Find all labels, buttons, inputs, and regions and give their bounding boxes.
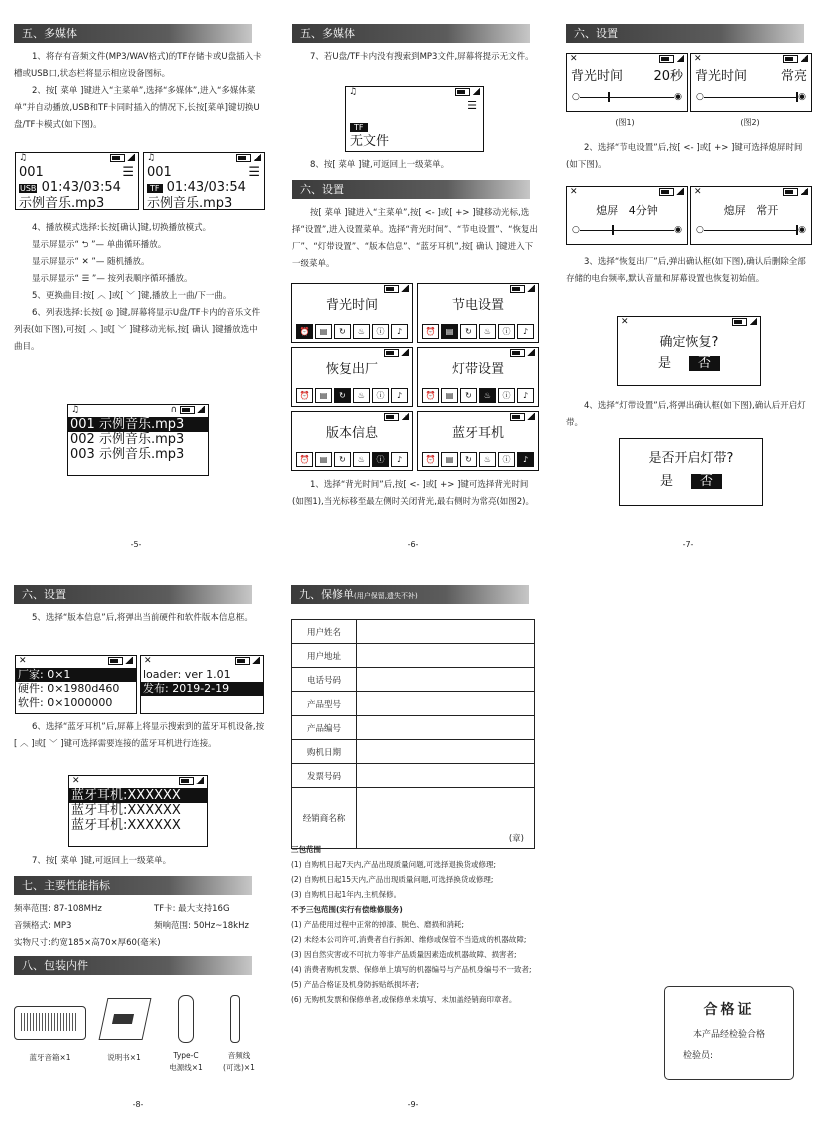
alarm-icon: ⏰ xyxy=(296,452,313,467)
spec-item: 频响范围: 50Hz~18kHz xyxy=(154,921,249,931)
alarm-icon: ⏰ xyxy=(422,388,439,403)
seal-label: (章) xyxy=(508,834,524,844)
table-row xyxy=(292,644,535,668)
light-strip-icon: ♨ xyxy=(479,452,496,467)
page-7-p3 xyxy=(566,254,814,288)
hardware-line: 硬件: 0×1980d460 xyxy=(18,682,120,695)
row-value[interactable] xyxy=(357,764,535,788)
tile-label: 恢复出厂 xyxy=(325,362,378,377)
wrench-icon: ✕ xyxy=(72,776,80,786)
section-heading: 七、主要性能指标 xyxy=(14,876,252,895)
reset-icon: ↻ xyxy=(334,388,351,403)
table-row xyxy=(292,620,535,644)
signal-icon xyxy=(800,55,808,62)
setting-value: 常亮 xyxy=(780,69,807,84)
lcd-file-list xyxy=(67,404,209,476)
paragraph: 6、列表选择:长按[ ◎ ]键,屏幕将显示U盘/TF卡内的音乐文件列表(如下图),可按[ ︿ ]或[ ﹀ ]键移动光标,按[ 确认 ]键播放选中曲目。 xyxy=(14,308,261,352)
page-9 xyxy=(291,585,541,610)
file-name: 示例音乐.mp3 xyxy=(147,196,233,210)
page-5-lower xyxy=(14,220,264,356)
wrench-icon: ✕ xyxy=(694,187,702,197)
track-number: 001 xyxy=(147,165,172,180)
audio-cable-image xyxy=(230,995,240,1043)
row-value[interactable] xyxy=(357,644,535,668)
no-file-text: 无文件 xyxy=(350,134,390,149)
table-row xyxy=(292,788,535,849)
section-heading: 九、保修单 xyxy=(299,588,354,601)
row-label: 经销商名称 xyxy=(292,788,357,849)
bt-device-item[interactable]: 蓝牙耳机:XXXXXX xyxy=(71,818,181,833)
table-row xyxy=(292,764,535,788)
paragraph: 6、选择“蓝牙耳机”后,屏幕上将显示搜索到的蓝牙耳机设备,按[ ︿ ]或[ ﹀ ]键可选择需要连接的蓝牙耳机进行连接。 xyxy=(14,722,265,749)
backlight-slider[interactable] xyxy=(696,92,806,102)
wrench-icon: ✕ xyxy=(19,656,27,666)
page-8-specs xyxy=(14,853,266,981)
off-icon: ○ xyxy=(696,225,704,235)
battery-icon xyxy=(510,413,525,421)
battery-icon xyxy=(510,285,525,293)
dialog-question: 确定恢复? xyxy=(659,335,719,350)
lcd-version-loader xyxy=(140,655,264,714)
alarm-icon: ⏰ xyxy=(422,324,439,339)
signal-icon xyxy=(676,55,684,62)
paragraph: 5、更换曲目:按[ ︿ ]或[ ﹀ ]键,播放上一曲/下一曲。 xyxy=(32,291,232,301)
on-icon: ◉ xyxy=(674,92,682,102)
off-icon: ○ xyxy=(696,92,704,102)
lcd-tf-playing xyxy=(143,152,265,210)
settings-tile[interactable] xyxy=(291,283,413,343)
file-name: 示例音乐.mp3 xyxy=(19,196,105,210)
vendor-line: 厂家: 0×1 xyxy=(16,668,136,682)
info-icon: ⓘ xyxy=(372,388,389,403)
battery-icon xyxy=(384,285,399,293)
alarm-icon: ⏰ xyxy=(296,388,313,403)
page-7 xyxy=(566,24,814,49)
row-value[interactable] xyxy=(357,788,535,849)
light-strip-icon: ♨ xyxy=(479,324,496,339)
spec-size: 实物尺寸:约宽185×高70×厚60(毫米) xyxy=(14,938,161,948)
bluetooth-icon: ♪ xyxy=(517,452,534,467)
paragraph: 4、选择“灯带设置”后,将弹出确认框(如下图),确认后开启灯带。 xyxy=(566,401,806,428)
tf-badge: TF xyxy=(147,184,163,193)
settings-tile[interactable] xyxy=(291,411,413,471)
page-number: -6- xyxy=(407,540,419,549)
battery-icon xyxy=(180,406,195,414)
playlist-icon: ☰ xyxy=(248,165,260,180)
signal-icon xyxy=(401,285,409,292)
software-line: 软件: 0×1000000 xyxy=(18,696,113,709)
info-icon: ⓘ xyxy=(372,452,389,467)
signal-icon xyxy=(125,657,133,664)
paragraph: 7、按[ 菜单 ]键,可返回上一级菜单。 xyxy=(32,856,172,866)
battery-icon xyxy=(384,413,399,421)
row-value[interactable] xyxy=(357,740,535,764)
battery-icon xyxy=(510,349,525,357)
spec-item: TF卡: 最大支持16G xyxy=(154,904,230,914)
signal-icon xyxy=(800,188,808,195)
inspector-label: 检验员: xyxy=(683,1051,714,1061)
lcd-sleep-1 xyxy=(566,186,688,245)
paragraph: 2、按[ 菜单 ]键进入“主菜单”,选择“多媒体”,进入“多媒体菜单”并自动播放,USB和TF卡同时插入的情况下,长按[菜单]键切换U盘/TF卡模式(如下图)。 xyxy=(14,86,260,130)
term-item: (3) 自购机日起1年内,主机保修。 xyxy=(291,890,402,899)
page-6-footer xyxy=(292,477,540,511)
term-item: (1) 自购机日起7天内,产品出现质量问题,可选择退换货或修理; xyxy=(291,860,497,869)
row-value[interactable] xyxy=(357,620,535,644)
playlist-icon: ☰ xyxy=(122,165,134,180)
power-save-icon: ▤ xyxy=(441,388,458,403)
power-save-icon: ▤ xyxy=(441,324,458,339)
paragraph: 2、选择“节电设置”后,按[ <- ]或[ +> ]键可选择熄屏时间(如下图)。 xyxy=(566,143,803,170)
music-icon: ♫ xyxy=(19,153,28,163)
exclusion-item: (3) 因自然灾害或不可抗力等非产品质量因素造成机器故障、损害者; xyxy=(291,950,517,959)
battery-icon xyxy=(236,154,251,162)
battery-icon xyxy=(455,88,470,96)
tile-label: 版本信息 xyxy=(325,426,378,441)
play-time: 01:43/03:54 xyxy=(166,180,246,195)
setting-value: 常开 xyxy=(756,204,779,217)
on-icon: ◉ xyxy=(798,92,806,102)
info-icon: ⓘ xyxy=(498,324,515,339)
lcd-backlight-fig2 xyxy=(690,53,812,112)
setting-value: 4分钟 xyxy=(628,204,658,217)
music-icon: ♫ xyxy=(349,87,358,97)
exclusions-title: 不予三包范围(实行有偿维修服务) xyxy=(291,905,403,914)
heading-note: (用户保留,遗失不补) xyxy=(354,592,418,600)
signal-icon xyxy=(527,349,535,356)
term-item: (2) 自购机日起15天内,产品出现质量问题,可选择换货或修理; xyxy=(291,875,494,884)
battery-icon xyxy=(108,657,123,665)
exclusion-item: (5) 产品合格证及机身防拆贴纸损坏者; xyxy=(291,980,420,989)
settings-tile[interactable] xyxy=(417,347,539,407)
signal-icon xyxy=(527,285,535,292)
reset-icon: ↻ xyxy=(460,324,477,339)
alarm-icon: ⏰ xyxy=(422,452,439,467)
lcd-usb-playing xyxy=(15,152,139,210)
bluetooth-icon: ♪ xyxy=(517,324,534,339)
yes-button[interactable]: 是 xyxy=(657,356,671,371)
music-icon: ♫ xyxy=(71,405,80,415)
page-number: -7- xyxy=(682,540,694,549)
settings-tile[interactable] xyxy=(417,411,539,471)
page-6-lower xyxy=(292,157,540,273)
paragraph: 按[ 菜单 ]键进入“主菜单”,按[ <- ]或[ +> ]键移动光标,选择“设置”,进入设置菜单。选择“背光时间”、“节电设置”、“恢复出厂”、“灯带设置”、“版本信息”、“蓝牙耳机”,按[ 确认 ]键进入下一级菜单。 xyxy=(292,208,539,269)
signal-icon xyxy=(472,88,480,95)
section-heading: 五、多媒体 xyxy=(14,24,252,43)
battery-icon xyxy=(235,657,250,665)
light-strip-icon: ♨ xyxy=(353,452,370,467)
setting-label: 背光时间 xyxy=(571,69,624,84)
row-label: 用户地址 xyxy=(292,644,357,668)
tile-label: 灯带设置 xyxy=(451,362,504,377)
list-item[interactable]: 001 示例音乐.mp3 xyxy=(68,417,208,432)
page-number: -8- xyxy=(132,1100,144,1109)
battery-icon xyxy=(659,188,674,196)
package-item-label: Type-C 电源线×1 xyxy=(169,1051,203,1072)
tile-label: 蓝牙耳机 xyxy=(451,426,504,441)
backlight-slider[interactable] xyxy=(572,92,682,102)
setting-label: 背光时间 xyxy=(695,69,748,84)
exclusion-item: (2) 未经本公司许可,消费者自行拆卸、维修或保管不当造成的机器故障; xyxy=(291,935,527,944)
playlist-icon: ☰ xyxy=(467,99,477,112)
bt-device-item[interactable]: 蓝牙耳机:XXXXXX xyxy=(69,788,207,803)
warranty-table xyxy=(291,619,535,849)
qualification-certificate xyxy=(664,986,794,1080)
wrench-icon: ✕ xyxy=(570,54,578,64)
loader-line: loader: ver 1.01 xyxy=(143,668,231,681)
yes-button[interactable]: 是 xyxy=(659,474,673,489)
row-value[interactable] xyxy=(357,716,535,740)
dialog-question: 是否开启灯带? xyxy=(648,451,734,466)
battery-icon xyxy=(732,318,747,326)
row-label: 用户姓名 xyxy=(292,620,357,644)
battery-icon xyxy=(783,188,798,196)
lcd-bt-list xyxy=(68,775,208,847)
signal-icon xyxy=(676,188,684,195)
exclusion-item: (4) 消费者购机发票、保修单上填写的机器编号与产品机身编号不一致者; xyxy=(291,965,532,974)
signal-icon xyxy=(252,657,260,664)
power-save-icon: ▤ xyxy=(315,452,332,467)
signal-icon xyxy=(197,406,205,413)
tile-label: 背光时间 xyxy=(325,298,378,313)
page-8-p6 xyxy=(14,719,266,753)
bluetooth-icon: ♪ xyxy=(391,324,408,339)
paragraph: 1、将存有音频文件(MP3/WAV格式)的TF存储卡或U盘插入卡槽或USB口,状态栏将显示相应设备图标。 xyxy=(14,52,262,79)
row-label: 产品编号 xyxy=(292,716,357,740)
lcd-sleep-2 xyxy=(690,186,812,245)
headphone-icon: ∩ xyxy=(170,405,178,415)
figure-caption: (图2) xyxy=(740,118,760,127)
track-number: 001 xyxy=(19,165,44,180)
page-number: -5- xyxy=(130,540,142,549)
spec-item: 频率范围: 87-108MHz xyxy=(14,904,102,914)
package-item-label: 蓝牙音箱×1 xyxy=(29,1053,71,1062)
signal-icon xyxy=(749,318,757,325)
package-item-label: 说明书×1 xyxy=(107,1053,141,1062)
tile-label: 节电设置 xyxy=(451,298,504,313)
paragraph: 5、选择“版本信息”后,将弹出当前硬件和软件版本信息框。 xyxy=(32,613,253,623)
signal-icon xyxy=(401,349,409,356)
table-row xyxy=(292,716,535,740)
lcd-backlight-fig1 xyxy=(566,53,688,112)
dialog-reset xyxy=(617,316,761,386)
usb-cable-image xyxy=(178,995,194,1043)
bt-device-item[interactable]: 蓝牙耳机:XXXXXX xyxy=(71,803,181,818)
wrench-icon: ✕ xyxy=(144,656,152,666)
slider-knob[interactable] xyxy=(608,92,610,102)
list-item[interactable]: 003 示例音乐.mp3 xyxy=(70,447,185,462)
table-row xyxy=(292,740,535,764)
signal-icon xyxy=(527,413,535,420)
signal-icon xyxy=(196,777,204,784)
reset-icon: ↻ xyxy=(334,452,351,467)
table-row xyxy=(292,668,535,692)
lcd-version-hw xyxy=(15,655,137,714)
slider-knob[interactable] xyxy=(612,225,614,235)
light-strip-icon: ♨ xyxy=(353,388,370,403)
battery-icon xyxy=(110,154,125,162)
light-strip-icon: ♨ xyxy=(353,324,370,339)
usb-badge: USB xyxy=(20,184,37,193)
info-icon: ⓘ xyxy=(498,388,515,403)
row-label: 购机日期 xyxy=(292,740,357,764)
on-icon: ◉ xyxy=(798,225,806,235)
release-line: 发布: 2019-2-19 xyxy=(141,682,263,696)
alarm-icon: ⏰ xyxy=(296,324,313,339)
battery-icon xyxy=(783,55,798,63)
info-icon: ⓘ xyxy=(498,452,515,467)
spec-item: 音频格式: MP3 xyxy=(14,921,72,931)
section-heading: 六、设置 xyxy=(292,180,530,199)
dialog-light xyxy=(619,438,763,506)
bluetooth-icon: ♪ xyxy=(517,388,534,403)
battery-icon xyxy=(179,777,194,785)
settings-menu-grid xyxy=(291,283,541,473)
certificate-title: 合格证 xyxy=(703,1002,755,1018)
settings-tile[interactable] xyxy=(417,283,539,343)
settings-tile[interactable] xyxy=(291,347,413,407)
reset-icon: ↻ xyxy=(334,324,351,339)
off-icon: ○ xyxy=(572,225,580,235)
setting-label: 熄屏 xyxy=(596,204,619,217)
reset-icon: ↻ xyxy=(460,388,477,403)
terms-title: 三包范围 xyxy=(291,845,321,854)
battery-icon xyxy=(659,55,674,63)
page-8 xyxy=(14,585,266,627)
light-strip-icon: ♨ xyxy=(479,388,496,403)
exclusion-item: (6) 无购机发票和保修单者,或保修单未填写、未加盖经销商印章者。 xyxy=(291,995,517,1004)
no-button[interactable]: 否 xyxy=(691,474,722,489)
off-icon: ○ xyxy=(572,92,580,102)
signal-icon xyxy=(253,154,261,161)
paragraph: 7、若U盘/TF卡内没有搜索到MP3文件,屏幕将提示无文件。 xyxy=(310,52,534,62)
mode-list-loop: 显示屏显示“ ☰ ”— 按列表顺序循环播放。 xyxy=(32,274,193,284)
wrench-icon: ✕ xyxy=(570,187,578,197)
page-number: -9- xyxy=(407,1100,419,1109)
signal-icon xyxy=(401,413,409,420)
section-heading: 八、包装内件 xyxy=(14,956,252,975)
info-icon: ⓘ xyxy=(372,324,389,339)
manual-image xyxy=(99,998,152,1040)
battery-icon xyxy=(384,349,399,357)
on-icon: ◉ xyxy=(674,225,682,235)
reset-icon: ↻ xyxy=(460,452,477,467)
package-item-label: 音频线 (可选)×1 xyxy=(223,1051,255,1072)
no-button[interactable]: 否 xyxy=(689,356,720,371)
paragraph: 8、按[ 菜单 ]键,可返回上一级菜单。 xyxy=(310,160,450,170)
wrench-icon: ✕ xyxy=(694,54,702,64)
section-heading: 六、设置 xyxy=(14,585,252,604)
setting-value: 20秒 xyxy=(653,69,683,84)
sleep-slider[interactable] xyxy=(696,225,806,235)
row-label: 发票号码 xyxy=(292,764,357,788)
exclusion-item: (1) 产品使用过程中正常的掉漆、脱色、磨损和消耗; xyxy=(291,920,465,929)
power-save-icon: ▤ xyxy=(441,452,458,467)
paragraph: 3、选择“恢复出厂”后,弹出确认框(如下图),确认后删除全部存储的电台频率,默认音量和屏幕设置也恢复初始值。 xyxy=(566,257,806,284)
sleep-slider[interactable] xyxy=(572,225,682,235)
page-7-p2 xyxy=(566,140,814,174)
signal-icon xyxy=(127,154,135,161)
mode-shuffle: 显示屏显示“ ✕ ”— 随机播放。 xyxy=(32,257,150,267)
figure-caption: (图1) xyxy=(615,118,635,127)
play-time: 01:43/03:54 xyxy=(41,180,121,195)
row-label: 产品型号 xyxy=(292,692,357,716)
section-heading: 五、多媒体 xyxy=(292,24,530,43)
music-icon: ♫ xyxy=(147,153,156,163)
speaker-image xyxy=(14,1006,86,1040)
page-7-p4 xyxy=(566,398,814,432)
table-row xyxy=(292,692,535,716)
row-label: 电话号码 xyxy=(292,668,357,692)
row-value[interactable] xyxy=(357,668,535,692)
tf-badge: TF xyxy=(350,123,368,132)
certificate-line: 本产品经检验合格 xyxy=(692,1030,765,1040)
paragraph: 1、选择“背光时间”后,按[ <- ]或[ +> ]键可选择背光时间(如图1),当光标移至最左侧时关闭背光,最右侧时为常亮(如图2)。 xyxy=(292,480,534,507)
mode-repeat-one: 显示屏显示“ ⮌ ”— 单曲循环播放。 xyxy=(32,240,167,250)
bluetooth-icon: ♪ xyxy=(391,388,408,403)
list-item[interactable]: 002 示例音乐.mp3 xyxy=(70,432,185,447)
row-value[interactable] xyxy=(357,692,535,716)
setting-label: 熄屏 xyxy=(723,204,746,217)
power-save-icon: ▤ xyxy=(315,324,332,339)
wrench-icon: ✕ xyxy=(621,317,629,327)
paragraph: 4、播放模式选择:长按[确认]键,切换播放模式。 xyxy=(32,223,212,233)
bluetooth-icon: ♪ xyxy=(391,452,408,467)
power-save-icon: ▤ xyxy=(315,388,332,403)
page-6 xyxy=(292,24,540,66)
section-heading: 六、设置 xyxy=(566,24,804,43)
warranty-terms xyxy=(291,842,541,1007)
